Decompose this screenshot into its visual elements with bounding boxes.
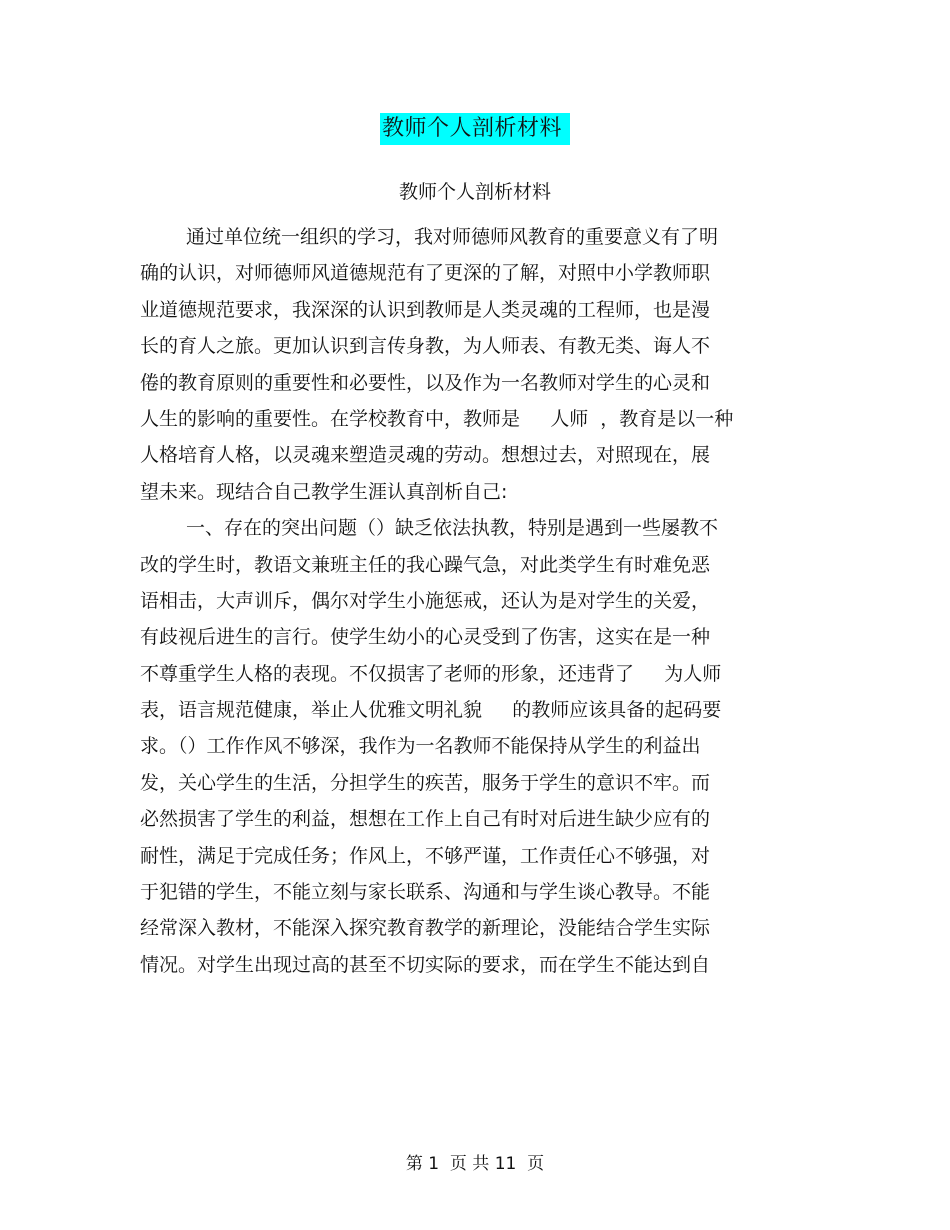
body-line: 倦的教育原则的重要性和必要性，以及作为一名教师对学生的心灵和: [140, 371, 711, 394]
body-line: 通过单位统一组织的学习，我对师德师风教育的重要意义有了明: [186, 226, 719, 248]
body-line: 人生的影响的重要性。在学校教育中，教师是 人师 ，教育是以一种: [140, 407, 734, 430]
body-line: 长的育人之旅。更加认识到言传身教，为人师表、有教无类、诲人不: [140, 335, 711, 358]
body-line: 情况。对学生出现过高的甚至不切实际的要求，而在学生不能达到自: [140, 953, 711, 976]
body-line: 一、存在的突出问题（）缺乏依法执教，特别是遇到一些屡教不: [186, 517, 719, 540]
body-line: 人格培育人格，以灵魂来塑造灵魂的劳动。想想过去，对照现在，展: [140, 444, 711, 467]
body-line: 确的认识，对师德师风道德规范有了更深的了解，对照中小学教师职: [140, 262, 711, 285]
document-subtitle: 教师个人剖析材料: [398, 181, 551, 203]
body-line: 不尊重学生人格的表现。不仅损害了老师的形象，还违背了 为人师: [140, 662, 722, 685]
body-line: 改的学生时，教语文兼班主任的我心躁气急，对此类学生有时难免恶: [140, 553, 711, 576]
body-line: 望未来。现结合自己教学生涯认真剖析自己:: [140, 480, 508, 503]
body-line: 表，语言规范健康，举止人优雅文明礼貌 的教师应该具备的起码要: [140, 699, 722, 722]
title-container: [0, 113, 950, 145]
body-line: 于犯错的学生，不能立刻与家长联系、沟通和与学生谈心教导。不能: [140, 881, 711, 904]
body-line: 经常深入教材，不能深入探究教育教学的新理论，没能结合学生实际: [140, 917, 711, 940]
body-line: 求。（）工作作风不够深，我作为一名教师不能保持从学生的利益出: [140, 735, 701, 758]
body-line: 有歧视后进生的言行。使学生幼小的心灵受到了伤害，这实在是一种: [140, 626, 711, 649]
document-body: [140, 219, 840, 983]
body-line: 耐性，满足于完成任务；作风上，不够严谨，工作责任心不够强，对: [140, 844, 711, 867]
document-title: 教师个人剖析材料: [380, 113, 570, 145]
page-footer: 第 1 页 共 11 页: [405, 1154, 545, 1174]
body-line: 发，关心学生的生活，分担学生的疾苦，服务于学生的意识不牢。而: [140, 771, 711, 794]
body-line: 业道德规范要求，我深深的认识到教师是人类灵魂的工程师，也是漫: [140, 298, 711, 321]
body-line: 语相击，大声训斥，偶尔对学生小施惩戒，还认为是对学生的关爱，: [140, 589, 711, 612]
body-line: 必然损害了学生的利益，想想在工作上自己有时对后进生缺少应有的: [140, 808, 711, 831]
